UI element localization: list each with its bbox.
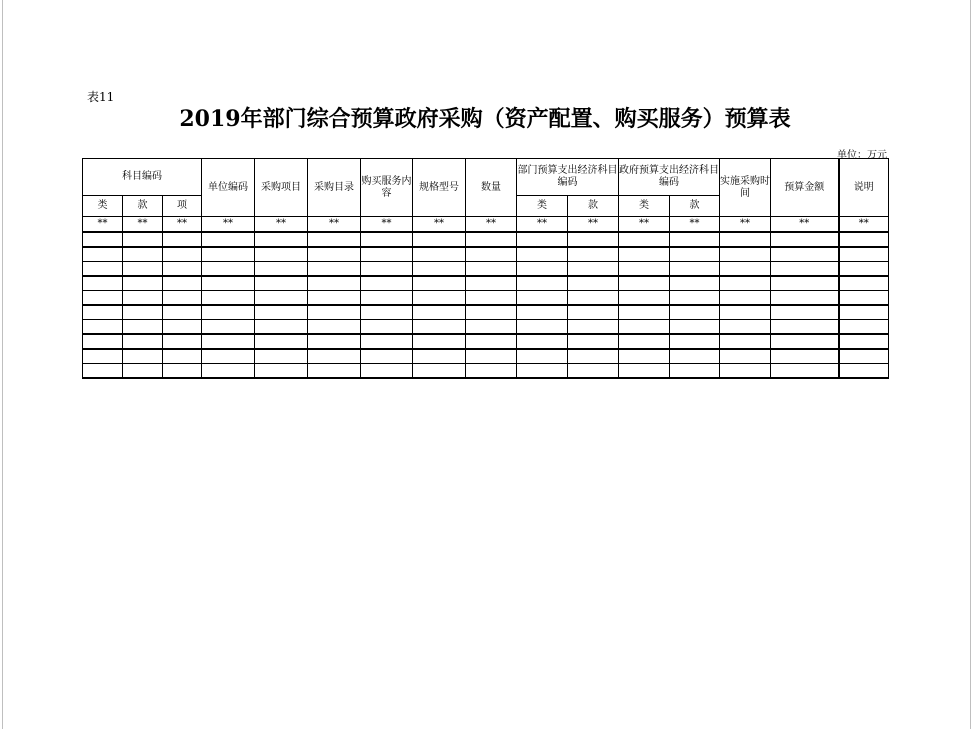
table-row <box>83 291 889 306</box>
table-cell <box>255 232 308 247</box>
table-cell <box>839 349 889 364</box>
table-cell <box>123 305 163 320</box>
table-cell <box>619 364 670 379</box>
budget-table <box>82 158 889 379</box>
table-cell <box>466 334 517 349</box>
table-cell <box>670 276 720 291</box>
table-cell <box>202 349 255 364</box>
col-gov-econ-lei: 类 <box>619 196 670 217</box>
col-subject-xiang: 项 <box>163 196 202 217</box>
table-row <box>83 247 889 262</box>
table-cell <box>202 291 255 306</box>
table-cell <box>361 232 413 247</box>
table-cell <box>413 276 466 291</box>
table-cell: ** <box>839 217 889 233</box>
table-cell <box>771 247 839 262</box>
table-cell <box>255 334 308 349</box>
table-cell <box>517 334 568 349</box>
table-cell <box>202 232 255 247</box>
table-cell <box>771 320 839 335</box>
col-spec-model: 规格型号 <box>413 159 466 217</box>
table-row <box>83 364 889 379</box>
blank-rows <box>83 232 889 378</box>
table-cell <box>771 349 839 364</box>
table-cell <box>413 334 466 349</box>
table-cell <box>163 276 202 291</box>
table-cell <box>413 305 466 320</box>
table-cell <box>771 364 839 379</box>
table-cell <box>720 276 771 291</box>
table-row <box>83 334 889 349</box>
table-cell <box>202 320 255 335</box>
table-cell <box>619 334 670 349</box>
table-cell <box>413 247 466 262</box>
table-cell <box>83 334 123 349</box>
table-cell <box>670 349 720 364</box>
table-cell <box>83 305 123 320</box>
table-cell <box>255 364 308 379</box>
table-cell <box>720 247 771 262</box>
table-row <box>83 349 889 364</box>
table-cell <box>720 232 771 247</box>
table-cell <box>670 334 720 349</box>
header-row-1 <box>83 159 889 196</box>
col-dept-econ-code: 部门预算支出经济科目编码 <box>517 159 619 196</box>
table-row <box>83 217 889 233</box>
table-cell <box>308 305 361 320</box>
col-gov-econ-code: 政府预算支出经济科目编码 <box>619 159 720 196</box>
table-cell <box>413 232 466 247</box>
col-gov-econ-kuan: 款 <box>670 196 720 217</box>
table-cell <box>839 262 889 277</box>
table-cell: ** <box>413 217 466 233</box>
table-cell <box>308 262 361 277</box>
table-cell <box>466 364 517 379</box>
table-cell <box>308 247 361 262</box>
table-cell <box>361 247 413 262</box>
table-cell <box>839 232 889 247</box>
table-cell <box>771 305 839 320</box>
table-cell <box>83 262 123 277</box>
table-cell <box>839 276 889 291</box>
table-cell <box>123 262 163 277</box>
table-cell <box>202 262 255 277</box>
table-cell <box>83 364 123 379</box>
table-cell <box>670 364 720 379</box>
col-subject-lei: 类 <box>83 196 123 217</box>
table-cell <box>771 262 839 277</box>
col-impl-time: 实施采购时间 <box>720 159 771 217</box>
page-title: 2019年部门综合预算政府采购（资产配置、购买服务）预算表 <box>179 106 791 132</box>
table-cell: ** <box>619 217 670 233</box>
table-cell <box>202 276 255 291</box>
table-cell <box>771 232 839 247</box>
col-service-content: 购买服务内容 <box>361 159 413 217</box>
table-number: 表11 <box>87 90 115 104</box>
table-cell <box>413 364 466 379</box>
table-cell <box>839 305 889 320</box>
table-cell <box>720 305 771 320</box>
table-cell <box>83 291 123 306</box>
table-cell <box>163 364 202 379</box>
table-cell <box>361 262 413 277</box>
table-cell: ** <box>361 217 413 233</box>
table-cell: ** <box>517 217 568 233</box>
table-cell <box>361 305 413 320</box>
table-cell <box>619 262 670 277</box>
table-cell <box>163 305 202 320</box>
table-cell <box>361 291 413 306</box>
table-cell <box>308 349 361 364</box>
table-cell: ** <box>83 217 123 233</box>
table-cell <box>619 349 670 364</box>
col-remark: 说明 <box>839 159 889 217</box>
table-cell <box>83 320 123 335</box>
col-dept-econ-lei: 类 <box>517 196 568 217</box>
table-cell <box>839 291 889 306</box>
table-cell <box>413 320 466 335</box>
table-cell <box>839 334 889 349</box>
table-cell <box>720 262 771 277</box>
table-cell <box>771 334 839 349</box>
table-cell <box>670 291 720 306</box>
col-quantity: 数量 <box>466 159 517 217</box>
table-cell <box>568 305 619 320</box>
table-cell: ** <box>771 217 839 233</box>
table-cell <box>568 232 619 247</box>
col-purchase-catalog: 采购目录 <box>308 159 361 217</box>
table-cell <box>163 232 202 247</box>
col-subject-code: 科目编码 <box>83 159 202 196</box>
table-cell <box>308 364 361 379</box>
table-cell <box>771 291 839 306</box>
table-cell <box>839 247 889 262</box>
table-cell <box>83 232 123 247</box>
table-cell <box>568 349 619 364</box>
table-cell <box>413 291 466 306</box>
table-cell <box>123 320 163 335</box>
table-cell <box>83 349 123 364</box>
table-cell <box>413 349 466 364</box>
table-cell <box>517 364 568 379</box>
table-cell <box>720 291 771 306</box>
table-cell <box>202 305 255 320</box>
table-cell <box>308 232 361 247</box>
col-budget-amount: 预算金额 <box>771 159 839 217</box>
table-cell <box>163 262 202 277</box>
table-cell <box>720 320 771 335</box>
table-cell <box>466 232 517 247</box>
table-cell <box>619 305 670 320</box>
table-cell <box>83 276 123 291</box>
table-cell <box>163 349 202 364</box>
table-cell <box>255 247 308 262</box>
table-cell <box>466 262 517 277</box>
table-cell: ** <box>308 217 361 233</box>
table-cell <box>720 349 771 364</box>
table-cell <box>619 232 670 247</box>
table-cell: ** <box>720 217 771 233</box>
table-cell <box>123 291 163 306</box>
col-dept-econ-kuan: 款 <box>568 196 619 217</box>
table-cell <box>361 320 413 335</box>
table-cell <box>517 305 568 320</box>
table-cell <box>517 262 568 277</box>
table-cell <box>670 232 720 247</box>
table-cell <box>255 320 308 335</box>
table-cell: ** <box>163 217 202 233</box>
table-cell <box>517 276 568 291</box>
table-cell <box>517 349 568 364</box>
col-subject-kuan: 款 <box>123 196 163 217</box>
table-row <box>83 232 889 247</box>
table-cell <box>466 320 517 335</box>
table-cell <box>517 232 568 247</box>
table-cell <box>202 247 255 262</box>
table-cell <box>255 262 308 277</box>
table-cell: ** <box>670 217 720 233</box>
table-cell <box>308 334 361 349</box>
table-cell <box>123 247 163 262</box>
table-cell: ** <box>255 217 308 233</box>
table-cell <box>123 276 163 291</box>
table-cell <box>123 349 163 364</box>
table-cell <box>123 232 163 247</box>
table-cell <box>771 276 839 291</box>
table-cell <box>466 291 517 306</box>
table-cell <box>361 276 413 291</box>
table-cell <box>466 247 517 262</box>
col-unit-code: 单位编码 <box>202 159 255 217</box>
table-cell <box>413 262 466 277</box>
table-cell <box>720 334 771 349</box>
table-cell <box>123 364 163 379</box>
table-cell <box>619 247 670 262</box>
table-cell <box>568 291 619 306</box>
table-cell <box>720 364 771 379</box>
table-cell <box>163 320 202 335</box>
table-cell <box>83 247 123 262</box>
table-cell <box>619 276 670 291</box>
table-row <box>83 262 889 277</box>
table-cell <box>568 262 619 277</box>
table-cell <box>255 349 308 364</box>
table-cell <box>619 320 670 335</box>
table-cell <box>466 305 517 320</box>
table-cell: ** <box>466 217 517 233</box>
table-cell <box>163 247 202 262</box>
table-row <box>83 305 889 320</box>
table-cell <box>517 320 568 335</box>
table-cell <box>568 320 619 335</box>
table-cell <box>361 364 413 379</box>
table-cell <box>466 349 517 364</box>
table-cell <box>517 247 568 262</box>
table-cell <box>255 291 308 306</box>
table-cell <box>568 247 619 262</box>
table-cell <box>619 291 670 306</box>
table-cell <box>308 276 361 291</box>
table-cell <box>568 276 619 291</box>
table-row <box>83 276 889 291</box>
table-cell <box>670 262 720 277</box>
table-cell: ** <box>568 217 619 233</box>
table-cell <box>255 305 308 320</box>
table-cell <box>568 334 619 349</box>
table-cell <box>202 334 255 349</box>
table-cell <box>361 334 413 349</box>
table-cell <box>466 276 517 291</box>
col-purchase-project: 采购项目 <box>255 159 308 217</box>
table-cell <box>202 364 255 379</box>
table-cell <box>670 305 720 320</box>
table-cell <box>163 291 202 306</box>
table-cell: ** <box>202 217 255 233</box>
unit-label: 单位：万元 <box>837 150 887 161</box>
table-cell <box>255 276 308 291</box>
table-cell <box>123 334 163 349</box>
table-cell <box>839 364 889 379</box>
table-cell <box>670 247 720 262</box>
table-cell <box>308 291 361 306</box>
table-cell <box>670 320 720 335</box>
table-cell <box>163 334 202 349</box>
table-cell <box>517 291 568 306</box>
table-cell <box>308 320 361 335</box>
table-cell <box>568 364 619 379</box>
table-row <box>83 320 889 335</box>
table-cell <box>361 349 413 364</box>
table-cell: ** <box>123 217 163 233</box>
table-cell <box>839 320 889 335</box>
